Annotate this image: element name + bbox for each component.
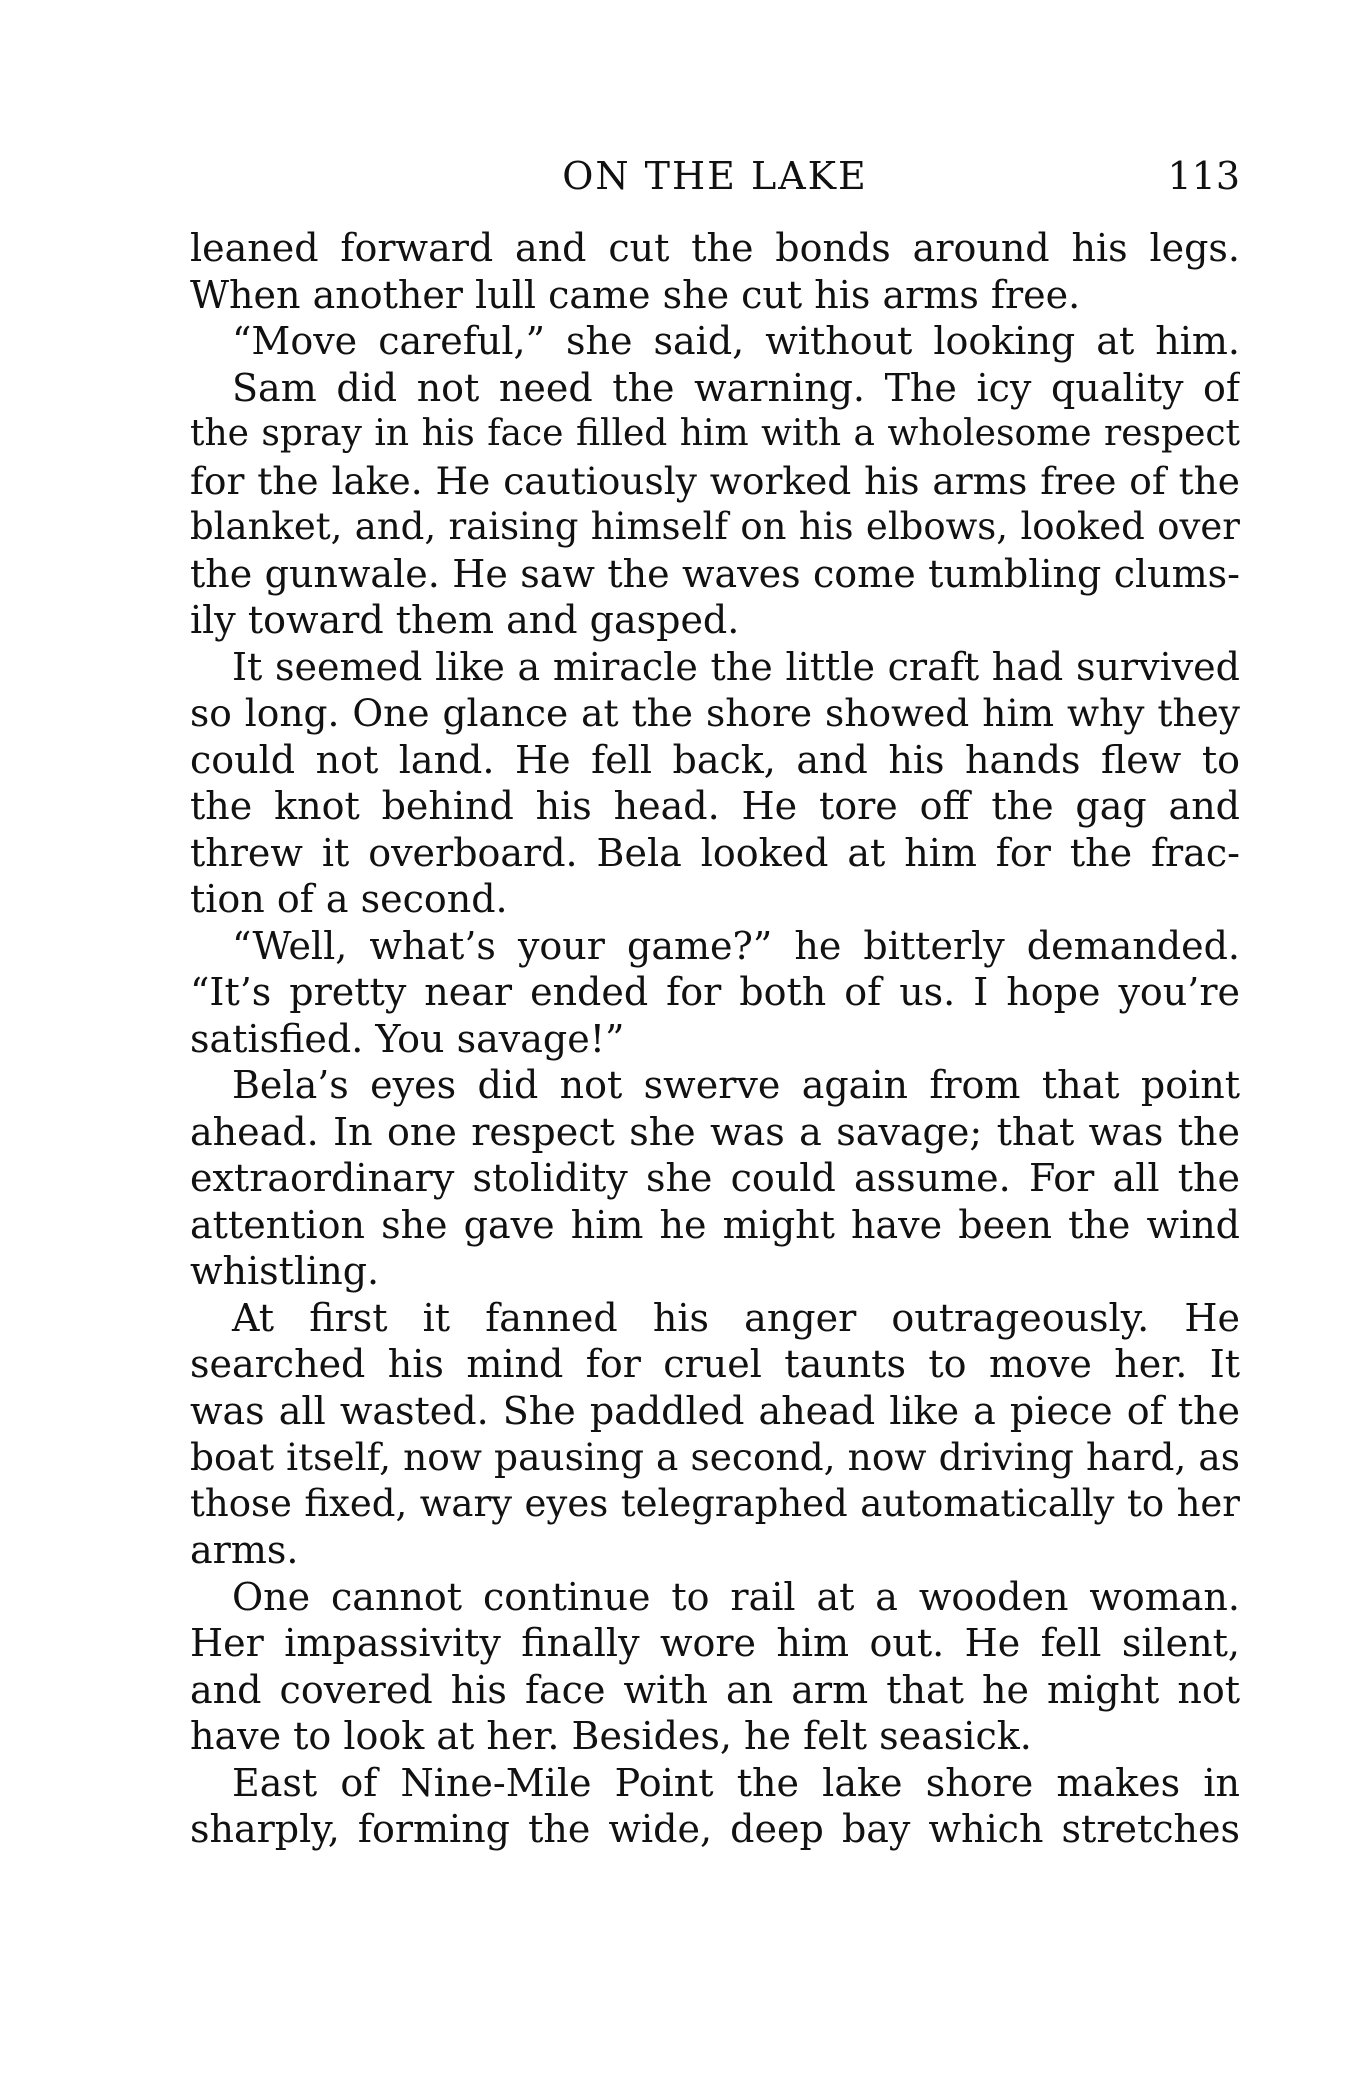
text-line: for the lake. He cautiously worked his arms free of the bbox=[190, 458, 1240, 503]
text-line: the gunwale. He saw the waves come tumbling clums- bbox=[190, 551, 1240, 596]
running-head bbox=[190, 148, 1240, 204]
text-line: “Well, what’s your game?” he bitterly demanded. bbox=[232, 923, 1240, 968]
text-line: ily toward them and gasped. bbox=[190, 598, 740, 642]
running-title: ON THE LAKE bbox=[562, 154, 868, 198]
text-line: “Move careful,” she said, without looking at him. bbox=[232, 319, 1240, 363]
text-line: extraordinary stolidity she could assume. For all the bbox=[190, 1156, 1240, 1200]
text-line: so long. One glance at the shore showed him why they bbox=[190, 691, 1240, 735]
text-line: threw it overboard. Bela looked at him for the frac- bbox=[190, 830, 1240, 875]
text-line: was all wasted. She paddled ahead like a piece of the bbox=[190, 1388, 1240, 1433]
text-line: those fixed, wary eyes telegraphed automatically to her bbox=[190, 1481, 1240, 1525]
text-line: attention she gave him he might have been the wind bbox=[190, 1202, 1240, 1247]
text-line: ahead. In one respect she was a savage; that was the bbox=[190, 1109, 1240, 1154]
text-line: One cannot continue to rail at a wooden woman. bbox=[232, 1574, 1240, 1619]
text-line: boat itself, now pausing a second, now driving hard, as bbox=[190, 1435, 1240, 1479]
text-line: “It’s pretty near ended for both of us. I hope you’re bbox=[190, 970, 1240, 1014]
text-line: searched his mind for cruel taunts to move her. It bbox=[190, 1342, 1240, 1386]
text-line: have to look at her. Besides, he felt seasick. bbox=[190, 1714, 1032, 1758]
text-line: Sam did not need the warning. The icy quality of bbox=[232, 365, 1240, 410]
page-number: 113 bbox=[1167, 154, 1240, 198]
text-line: whistling. bbox=[190, 1249, 380, 1293]
text-line: Bela’s eyes did not swerve again from that point bbox=[232, 1063, 1240, 1107]
text-line: the knot behind his head. He tore off the gag and bbox=[190, 784, 1240, 828]
text-line: Her impassivity finally wore him out. He fell silent, bbox=[190, 1621, 1240, 1665]
text-line: When another lull came she cut his arms free. bbox=[190, 272, 1081, 317]
text-line: arms. bbox=[190, 1528, 299, 1572]
body-text bbox=[190, 225, 1240, 1853]
text-line: the spray in his face filled him with a wholesome respect bbox=[190, 413, 1240, 454]
text-line: could not land. He fell back, and his hands flew to bbox=[190, 737, 1240, 782]
text-line: blanket, and, raising himself on his elbows, looked over bbox=[190, 505, 1240, 548]
text-line: satisfied. You savage!” bbox=[190, 1016, 625, 1061]
text-line: It seemed like a miracle the little craft had survived bbox=[232, 644, 1240, 689]
text-line: tion of a second. bbox=[190, 877, 508, 921]
text-line: leaned forward and cut the bonds around his legs. bbox=[190, 226, 1240, 270]
text-line: sharply, forming the wide, deep bay which stretches bbox=[190, 1807, 1240, 1851]
text-line: At first it fanned his anger outrageously. He bbox=[232, 1295, 1240, 1340]
text-line: and covered his face with an arm that he might not bbox=[190, 1667, 1240, 1712]
text-line: East of Nine-Mile Point the lake shore makes in bbox=[232, 1760, 1240, 1805]
